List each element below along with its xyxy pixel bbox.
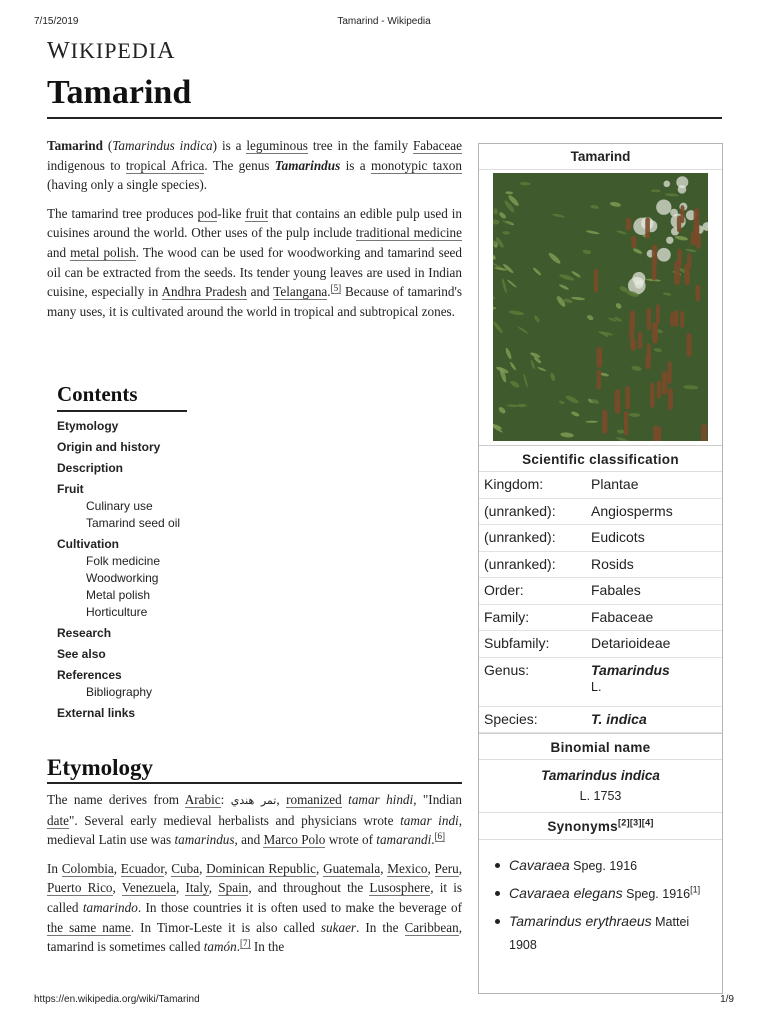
section-divider [47, 782, 462, 784]
row-key: Kingdom: [484, 476, 544, 492]
toc-item[interactable]: Research [57, 626, 112, 640]
text: : [220, 792, 231, 807]
row-value[interactable]: Eudicots [591, 529, 645, 545]
text: that contains an edible pulp used in cuisines around the world. Other uses of the pulp include [47, 205, 462, 241]
term: tamón [203, 939, 237, 955]
link-fabaceae[interactable]: Fabaceae [412, 138, 462, 153]
print-page-number: 1/9 [720, 994, 734, 1005]
row-key: Order: [484, 582, 524, 598]
link-spain[interactable]: Spain [218, 880, 249, 896]
row-value[interactable]: Detarioideae [591, 635, 671, 651]
table-of-contents [57, 382, 187, 722]
term: tamar indi [400, 812, 459, 828]
section-heading-etymology: Etymology [47, 755, 154, 780]
infobox [478, 143, 723, 994]
species-value: T. indica [591, 710, 647, 727]
binomial-name [479, 760, 722, 813]
text: . The wood can be used for woodworking and tamarind seed oil can be extracted from the seeds. Its tender young leaves are used in Indian cuisine, especially in [47, 244, 463, 300]
row-key: (unranked): [484, 502, 556, 519]
row-value [591, 711, 722, 733]
classification-row [479, 499, 722, 526]
arabic-text: تمر هندي [230, 794, 277, 807]
lead-paragraph-1 [47, 136, 462, 195]
link-ecuador[interactable]: Ecuador [120, 860, 165, 876]
link-monotypic-taxon[interactable]: monotypic taxon [370, 157, 462, 173]
row-value[interactable]: Fabales [591, 582, 641, 598]
text: and [246, 284, 274, 300]
etymology-section [47, 790, 462, 966]
link-dominican-republic[interactable]: Dominican Republic [206, 860, 317, 876]
synonym-item [509, 882, 714, 905]
print-footer [34, 994, 734, 1008]
link-lusosphere[interactable]: Lusosphere [369, 880, 431, 896]
synonyms-header [479, 813, 722, 840]
classification-row [479, 631, 722, 658]
wordmark-middle: IKIPEDI [70, 38, 158, 63]
synonym-item [509, 910, 714, 956]
term: sukaer [320, 919, 357, 935]
text: . In those countries it is often used to make the beverage of [137, 899, 462, 915]
title-divider [47, 117, 722, 119]
genus-link[interactable]: Tamarindus [591, 661, 670, 678]
wordmark-initial: W [47, 38, 71, 64]
text: . [327, 284, 331, 300]
lead-term: Tamarind [47, 138, 103, 153]
classification-row [479, 525, 722, 552]
text: The name derives from [47, 792, 185, 807]
classification-row-species [479, 707, 722, 734]
term: tamarandi [376, 832, 432, 848]
binomial-inline: Tamarindus indica [112, 138, 213, 153]
toc-item[interactable]: Cultivation [57, 537, 119, 551]
text: and [47, 244, 71, 260]
text: . The genus [204, 157, 275, 173]
scientific-classification-header: Scientific classification [479, 445, 722, 472]
text: , it is called [47, 880, 463, 915]
etymology-paragraph-1 [47, 790, 462, 850]
classification-row [479, 552, 722, 579]
text: indigenous to [47, 157, 126, 173]
link-marco-polo[interactable]: Marco Polo [263, 832, 326, 848]
citation-5[interactable]: [5] [330, 282, 342, 293]
synonym-citation[interactable]: [1] [690, 884, 701, 895]
text: . [236, 939, 241, 955]
link-colombia[interactable]: Colombia [61, 860, 114, 876]
link-fruit[interactable]: fruit [245, 205, 269, 221]
term: tamarindus [174, 832, 235, 848]
toc-item[interactable]: Description [57, 461, 124, 475]
etymology-paragraph-2: In Colombia, Ecuador, Cuba, Dominican Republic, Guatemala, Mexico, Peru, Puerto Rico, Venezuela, Italy, Spain, and throughout the Lusosphere, it is called tamarindo. In those countries it is often used to make the beverage of the same name. In Timor-Leste it is also called sukaer. In the Caribbean, tamarind is sometimes called tamón.[7] In the [47, 860, 463, 955]
text: is a [340, 157, 371, 173]
text: , [276, 792, 287, 807]
link-romanized[interactable]: romanized [286, 792, 342, 807]
print-url: https://en.wikipedia.org/wiki/Tamarind [34, 994, 200, 1005]
text: , medieval Latin use was [47, 812, 462, 848]
synonyms-title: Synonyms [547, 819, 618, 834]
row-value[interactable]: Fabaceae [591, 608, 654, 625]
infobox-image[interactable] [493, 173, 708, 441]
wikipedia-wordmark[interactable] [47, 38, 175, 65]
row-value[interactable]: Rosids [591, 555, 634, 572]
link-caribbean[interactable]: Caribbean [404, 919, 459, 935]
link-metal-polish[interactable]: metal polish [70, 244, 136, 260]
lead-section [47, 136, 462, 330]
link-puerto-rico[interactable]: Puerto Rico [47, 880, 113, 896]
toc-subitem[interactable]: Folk medicine [86, 554, 161, 568]
text: In [47, 860, 62, 876]
toc-item[interactable]: External links [57, 706, 136, 720]
row-key: (unranked): [484, 529, 556, 545]
link-peru[interactable]: Peru [434, 860, 459, 876]
page-title: Tamarind [47, 74, 192, 111]
toc-subitem[interactable]: Bibliography [86, 685, 153, 699]
wordmark-final: A [157, 38, 176, 64]
text: In the [250, 939, 285, 955]
link-the-same-name[interactable]: the same name [47, 919, 131, 935]
synonym-authority: Speg. 1916 [569, 859, 638, 873]
classification-row [479, 472, 722, 499]
lead-paragraph-2 [47, 204, 462, 322]
text: wrote of [325, 832, 377, 848]
text: Because of tamarind's many uses, it is cultivated around the world in tropical and subtropical zones. [47, 284, 462, 319]
link-leguminous[interactable]: leguminous [246, 138, 308, 153]
link-telangana[interactable]: Telangana [273, 284, 328, 300]
synonyms-list [479, 840, 722, 956]
link-cuba[interactable]: Cuba [171, 860, 200, 876]
toc-item[interactable]: Origin and history [57, 440, 161, 454]
print-header [34, 16, 734, 30]
classification-row-genus [479, 658, 722, 707]
row-key: Species: [484, 710, 538, 727]
text: -like [217, 205, 246, 221]
text: tree in the family [307, 138, 413, 153]
link-andhra-pradesh[interactable]: Andhra Pradesh [161, 284, 247, 300]
synonym-authority: Speg. 1916 [622, 887, 691, 901]
toc-item[interactable]: Fruit [57, 482, 84, 496]
text: , tamarind is sometimes called [47, 919, 462, 955]
row-value[interactable]: Angiosperms [591, 502, 673, 519]
synonym-authority: Mattei 1908 [509, 915, 690, 952]
genus-inline: Tamarindus [274, 157, 341, 173]
text: , and throughout the [248, 880, 370, 896]
toc-subitem[interactable]: Metal polish [86, 588, 151, 602]
synonyms-citations[interactable]: [2][3][4] [617, 817, 654, 828]
text: ". Several early medieval herbalists and physicians wrote [68, 812, 401, 828]
text: . [431, 832, 435, 848]
toc-subitem[interactable]: Horticulture [86, 605, 148, 619]
binomial-value: Tamarindus indica [541, 768, 660, 783]
toc-subitem[interactable]: Tamarind seed oil [86, 516, 181, 530]
link-traditional-medicine[interactable]: traditional medicine [355, 225, 462, 241]
link-venezuela[interactable]: Venezuela [121, 880, 176, 896]
text: . In Timor-Leste it is also called [130, 919, 321, 935]
text: (having only a single species). [47, 177, 208, 193]
link-pod[interactable]: pod [197, 205, 218, 221]
toc-item[interactable]: Etymology [57, 419, 119, 433]
toc-subitem[interactable]: Culinary use [86, 499, 153, 513]
text: ) is a [212, 138, 247, 153]
text: The tamarind tree produces [47, 205, 198, 221]
binomial-name-header: Binomial name [479, 733, 722, 760]
toc-item[interactable]: References [57, 668, 122, 682]
link-arabic[interactable]: Arabic [184, 792, 221, 807]
row-value[interactable]: Plantae [591, 476, 639, 492]
link-mexico[interactable]: Mexico [387, 860, 428, 876]
toc-subitem[interactable]: Woodworking [86, 571, 159, 585]
row-key: Family: [484, 608, 530, 625]
print-date: 7/15/2019 [34, 16, 79, 27]
synonym-item [509, 854, 714, 877]
text: ( [102, 138, 113, 153]
citation-7[interactable]: [7] [240, 937, 251, 948]
synonym-name: Cavaraea [509, 857, 570, 873]
text: , and [234, 832, 264, 848]
link-italy[interactable]: Italy [185, 880, 209, 896]
toc-title: Contents [57, 382, 187, 412]
link-tropical-africa[interactable]: tropical Africa [125, 157, 205, 173]
term: tamarindo [82, 899, 138, 915]
print-page-title: Tamarind - Wikipedia [337, 16, 431, 27]
synonym-name: Cavaraea elegans [509, 885, 623, 901]
binomial-authority: L. 1753 [579, 789, 622, 803]
link-date[interactable]: date [47, 812, 69, 828]
row-value [591, 662, 722, 706]
link-guatemala[interactable]: Guatemala [323, 860, 381, 876]
term: tamar hindi [348, 792, 414, 807]
citation-6[interactable]: [6] [434, 830, 446, 841]
classification-rows [479, 472, 722, 658]
classification-row [479, 605, 722, 632]
row-key: Genus: [484, 661, 530, 678]
toc-list [57, 418, 187, 722]
infobox-caption: Tamarind [479, 144, 722, 170]
toc-item[interactable]: See also [57, 647, 106, 661]
text: . In the [356, 919, 405, 935]
classification-row [479, 578, 722, 605]
synonym-name: Tamarindus erythraeus [509, 913, 652, 929]
genus-authority: L. [591, 679, 602, 694]
row-key: Subfamily: [484, 635, 550, 651]
row-key: (unranked): [484, 555, 556, 572]
text: , "Indian [413, 792, 462, 807]
